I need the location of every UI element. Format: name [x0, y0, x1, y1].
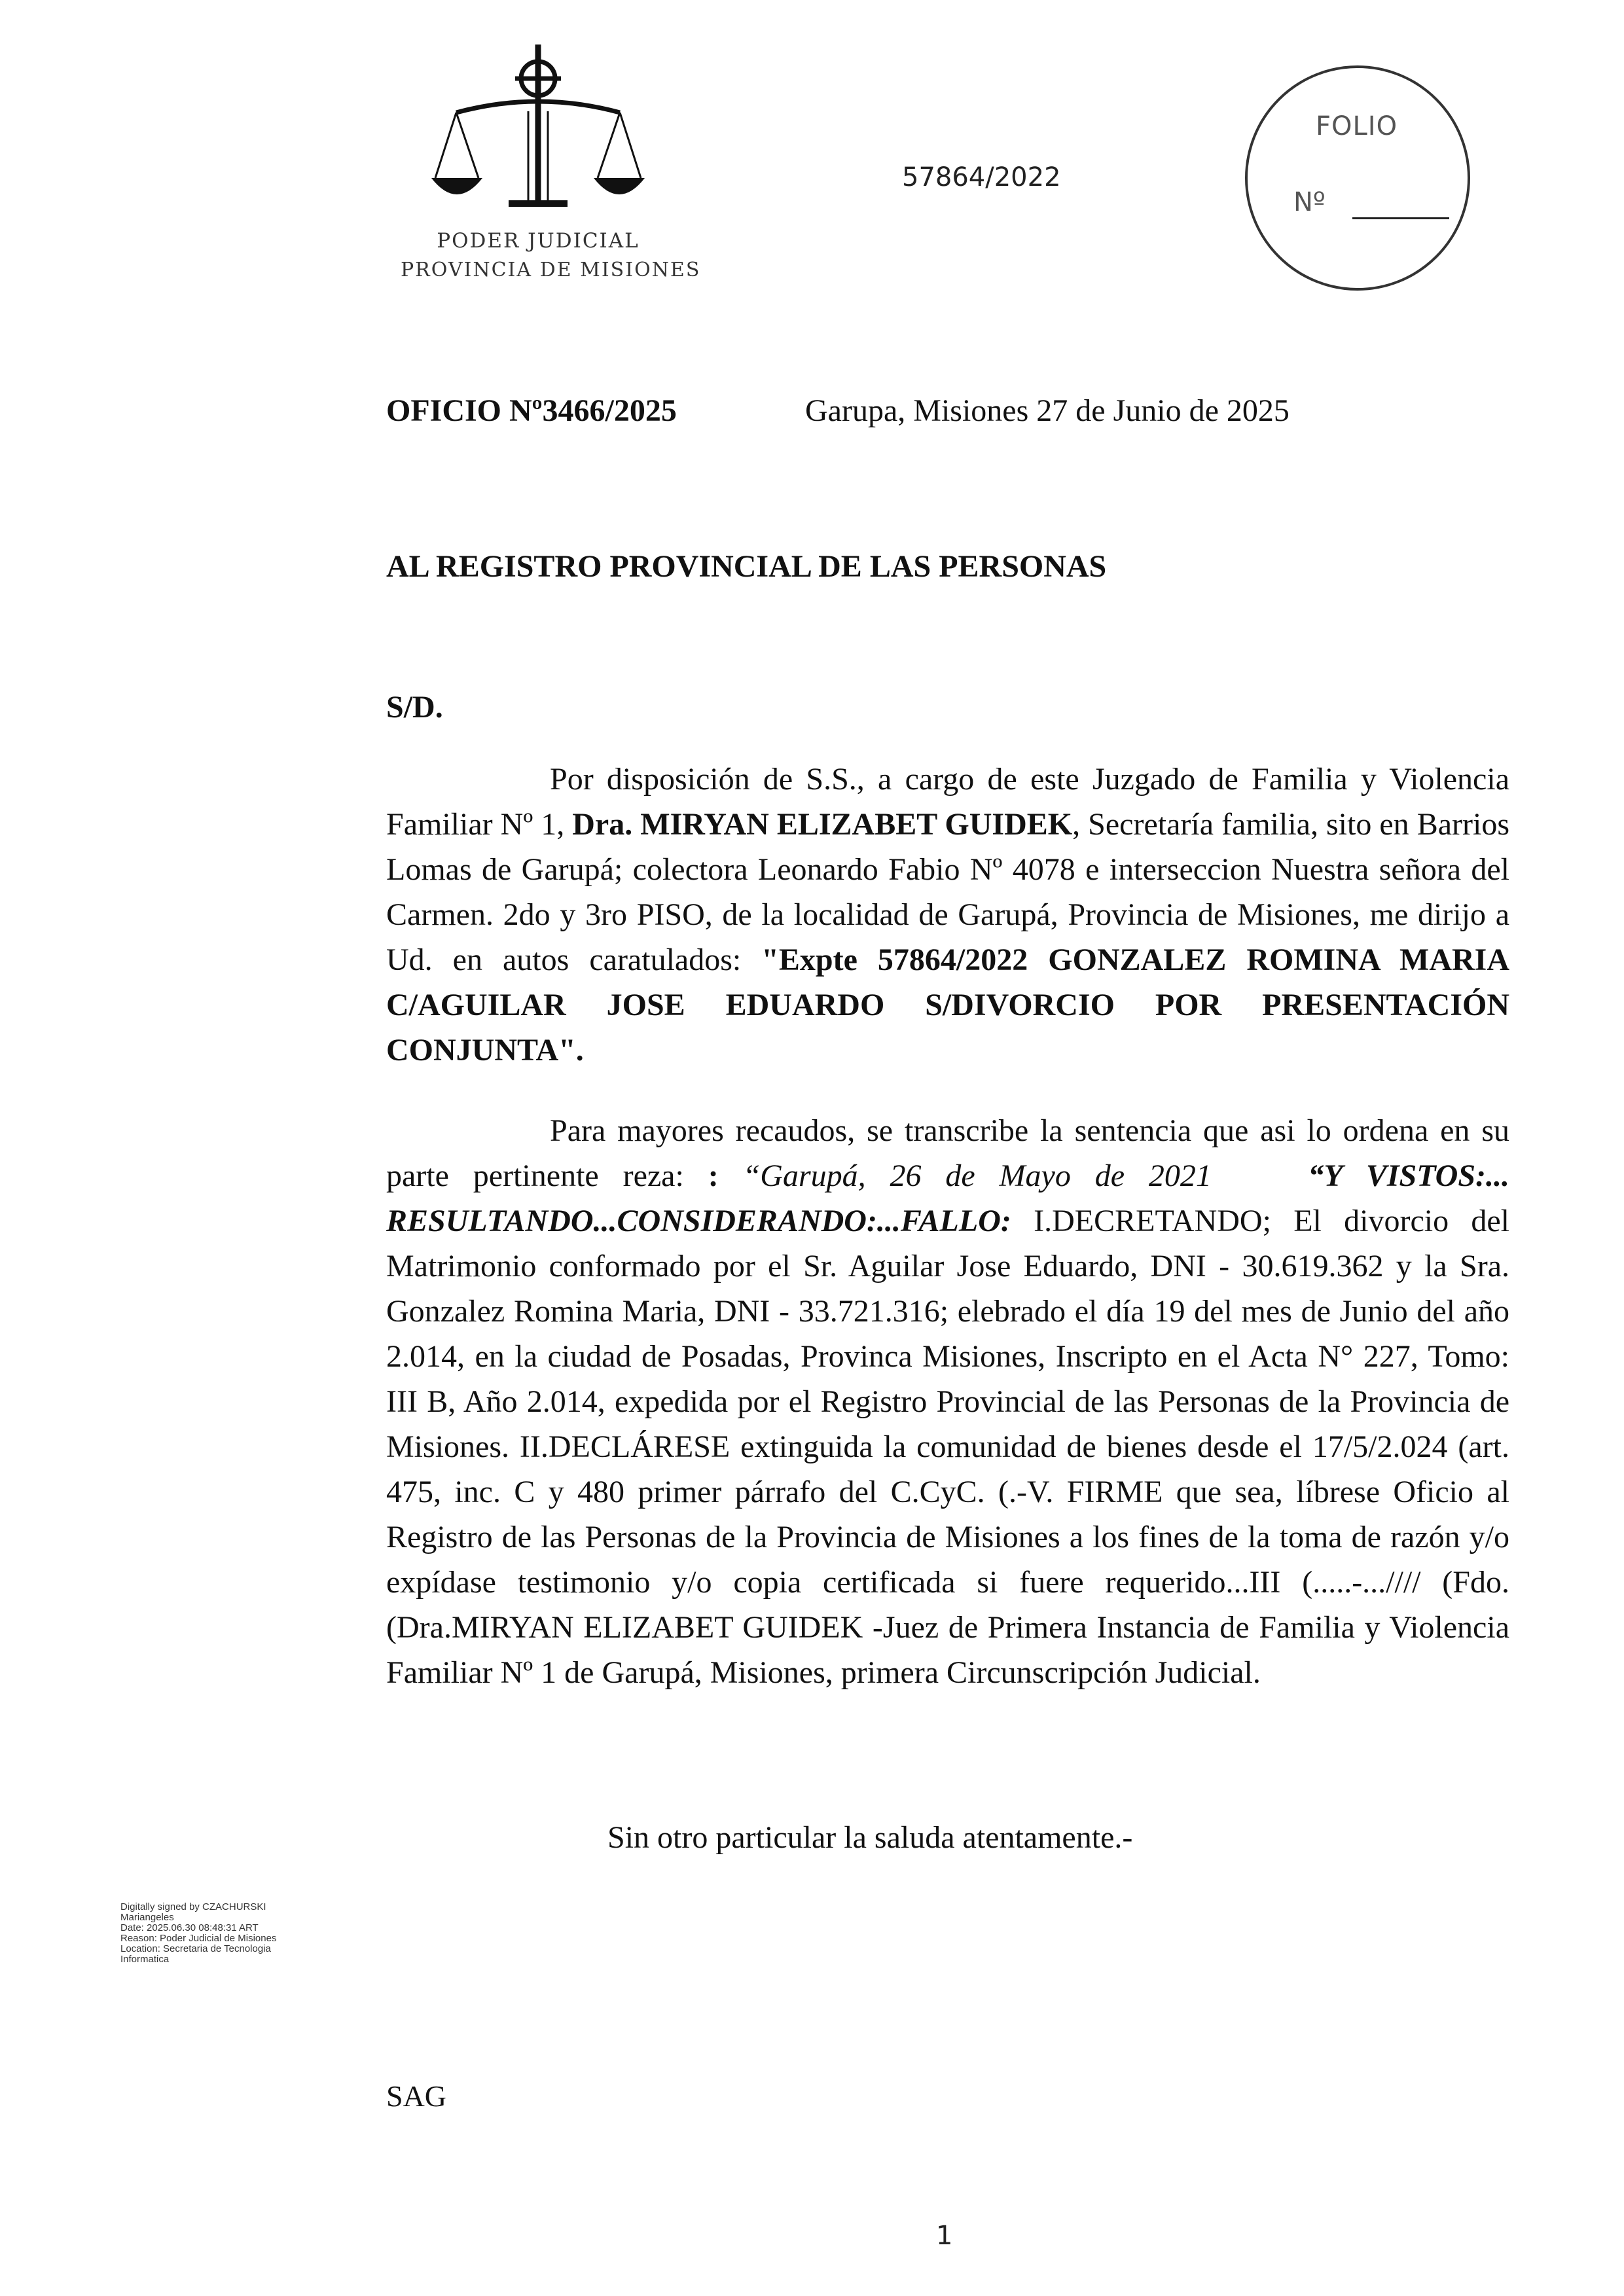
- signature-line: Mariangeles: [120, 1912, 174, 1923]
- case-title: "Expte 57864/2022 GONZALEZ ROMINA MARIA C/AGUILAR JOSE EDUARDO S/DIVORCIO POR PRESENTACIÓN CONJUNTA".: [386, 942, 1509, 1067]
- paragraph2-mark-1: (: [998, 1475, 1009, 1509]
- folio-circle-stamp: [1242, 63, 1473, 293]
- body-paragraph-sentence: [386, 1108, 1509, 1695]
- paragraph2-mark-2: (: [1302, 1565, 1313, 1600]
- folio-number-label: Nº: [1293, 187, 1326, 217]
- sentence-vistos: “Y VISTOS:... RESULTANDO...CONSIDERANDO:...FALLO:: [386, 1158, 1510, 1238]
- paragraph2-text-a: Para mayores recaudos, se transcribe la sentencia que asi lo ordena en su parte pertinente reza:: [386, 1113, 1509, 1193]
- logo-line-provincia: PROVINCIA DE MISIONES: [401, 259, 701, 281]
- paragraph2-text-e: Dra.MIRYAN ELIZABET GUIDEK -Juez de Primera Instancia de Familia y Violencia Familiar Nº 1 de Garupá, Misiones, primera Circunscripción Judicial.: [386, 1610, 1509, 1690]
- place-date: Garupa, Misiones 27 de Junio de 2025: [805, 393, 1290, 428]
- paragraph2-colon: :: [708, 1158, 719, 1193]
- body-paragraph-disposition: [386, 757, 1509, 1073]
- addressee: AL REGISTRO PROVINCIAL DE LAS PERSONAS: [386, 549, 1107, 584]
- judge-name: Dra. MIRYAN ELIZABET GUIDEK: [572, 807, 1073, 842]
- signature-line: Digitally signed by CZACHURSKI: [120, 1901, 266, 1912]
- paragraph1-text-a: Por disposición de S.S., a cargo de este Juzgado de Familia y Violencia Familiar Nº 1,: [386, 762, 1509, 842]
- paragraph2-text-c: .-V. FIRME que sea, líbrese Oficio al Registro de las Personas de la Provincia de Misiones a los fines de la toma de razón y/o expídase testimonio y/o copia certificada si fuere requerido...III: [386, 1475, 1509, 1600]
- page-number: 1: [936, 2221, 953, 2251]
- signature-line: Reason: Poder Judicial de Misiones: [120, 1933, 277, 1944]
- salutation-sd: S/D.: [386, 690, 443, 725]
- signature-line: Date: 2025.06.30 08:48:31 ART: [120, 1922, 259, 1933]
- oficio-number: OFICIO Nº3466/2025: [386, 393, 677, 428]
- author-initials: SAG: [386, 2079, 447, 2113]
- sentence-date-quote: “Garupá, 26 de Mayo de 2021: [742, 1158, 1212, 1193]
- poder-judicial-logo: [401, 39, 701, 288]
- scales-of-justice-icon: [430, 39, 646, 236]
- folio-label: FOLIO: [1316, 111, 1398, 141]
- logo-line-poder-judicial: PODER JUDICIAL: [437, 229, 640, 253]
- paragraph1-text-b: , Secretaría familia, sito en Barrios Lomas de Garupá; colectora Leonardo Fabio Nº 4078 e interseccion Nuestra señora del Carmen. 2do y 3ro PISO, de la localidad de Garupá, Provincia de Misiones, me dirijo a Ud. en autos caratulados:: [386, 807, 1510, 977]
- paragraph2-mark-3: (: [386, 1610, 397, 1645]
- paragraph2-text-b: I.DECRETANDO; El divorcio del Matrimonio conformado por el Sr. Aguilar Jose Eduardo, DNI - 30.619.362 y la Sra. Gonzalez Romina Maria, DNI - 33.721.316; elebrado el día 19 del mes de Junio del año 2.014, en la ciudad de Posadas, Provinca Misiones, Inscripto en el Acta N° 227, Tomo: III B, Año 2.014, expedida por el Registro Provincial de las Personas de la Provincia de Misiones. II.DECLÁRESE extinguida la comunidad de bienes desde el 17/5/2.024 (art. 475, inc. C y 480 primer párrafo del C.CyC.: [386, 1204, 1510, 1509]
- signature-line: Informatica: [120, 1954, 170, 1965]
- digital-signature-block: [120, 1902, 317, 1965]
- folio-stamp: [1242, 63, 1473, 293]
- folio-number-blank: [1352, 217, 1449, 219]
- paragraph2-text-d: .....-...//// (Fdo.: [1312, 1565, 1509, 1600]
- expediente-number: 57864/2022: [902, 162, 1061, 192]
- signature-line: Location: Secretaria de Tecnologia: [120, 1943, 271, 1954]
- closing-greeting: Sin otro particular la saluda atentamente.-: [607, 1820, 1133, 1855]
